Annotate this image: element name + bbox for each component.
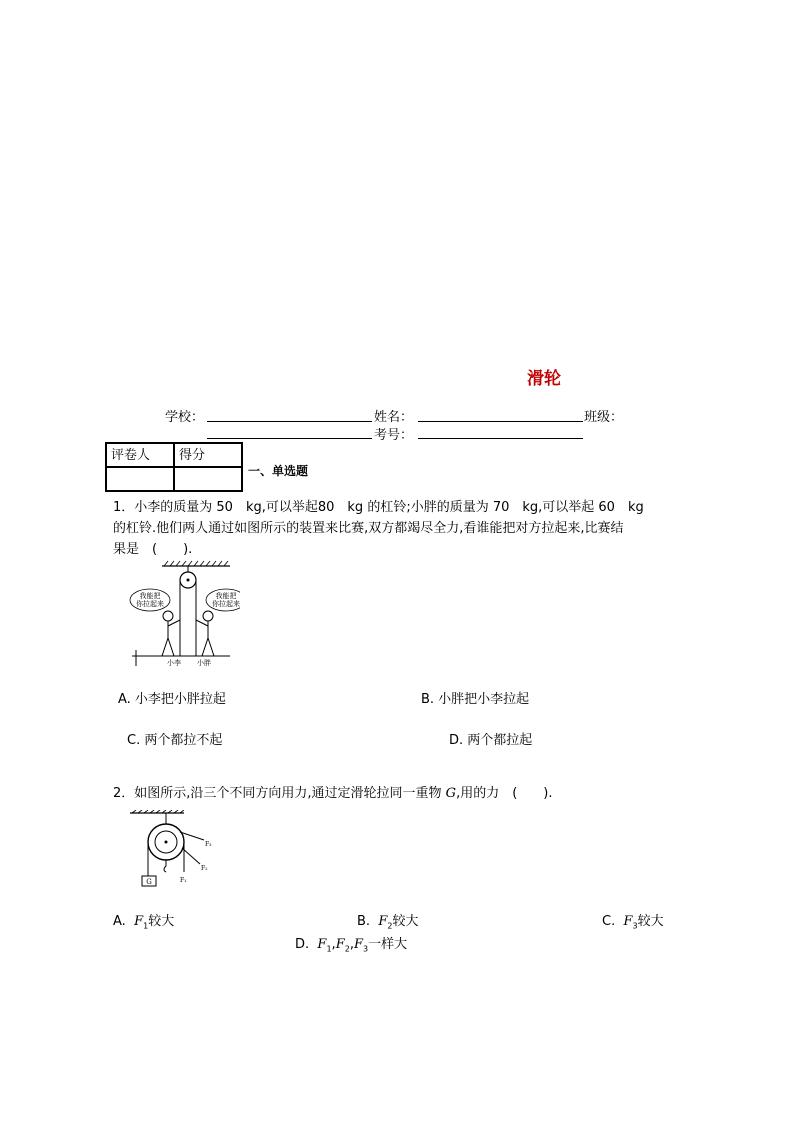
q2-option-c-var: F [623, 914, 633, 929]
score-table [105, 442, 243, 492]
q1-option-a[interactable]: A. 小李把小胖拉起 [118, 692, 226, 707]
score-header: 得分 [174, 443, 242, 467]
q2-f3-label: F₃ [205, 841, 212, 848]
q2-stem-pre: 2．如图所示,沿三个不同方向用力,通过定滑轮拉同一重物 [113, 786, 446, 801]
q2-option-b-text: 较大 [392, 914, 419, 929]
grader-cell[interactable] [106, 467, 174, 491]
q1-label-right: 小胖 [197, 659, 211, 667]
q2-option-a-sub: 1 [143, 921, 149, 931]
q1-bubble-right-line1: 我能把 [215, 592, 237, 600]
q2-f2-label: F₂ [201, 865, 208, 872]
q2-stem-var: G [445, 786, 457, 801]
q1-line3: 果是 ( ). [113, 542, 193, 557]
q2-option-b-prefix: B. [357, 914, 371, 929]
class-field[interactable] [207, 438, 372, 439]
q1-line1: 1．小李的质量为 50 kg,可以举起80 kg 的杠铃;小胖的质量为 70 kg,可以举起 60 kg [113, 500, 644, 515]
page-title: 滑轮 [527, 369, 561, 389]
school-field[interactable] [207, 421, 372, 422]
class-label: 班级： [584, 410, 624, 425]
q1-line2: 的杠铃.他们两人通过如图所示的装置来比赛,双方都竭尽全力,看谁能把对方拉起来,比赛结 [113, 521, 624, 536]
q2-option-c-prefix: C. [602, 914, 616, 929]
q2-option-d-sub2: 2 [344, 944, 350, 954]
q2-f1-label: F₁ [180, 877, 187, 884]
q2-option-c-text: 较大 [637, 914, 664, 929]
q1-figure [122, 560, 240, 668]
school-label: 学校： [165, 410, 205, 425]
q1-option-c[interactable]: C. 两个都拉不起 [127, 733, 223, 748]
q2-option-a-var: F [134, 914, 144, 929]
q1-bubble-left-line1: 我能把 [139, 592, 161, 600]
q1-bubble-left-line2: 你拉起来 [136, 600, 164, 608]
q2-option-a-prefix: A. [113, 914, 126, 929]
section-heading: 一、单选题 [248, 464, 309, 478]
q2-weight-label: G [146, 878, 152, 886]
q2-option-a-text: 较大 [148, 914, 175, 929]
q2-option-d-comma1: , [331, 937, 336, 952]
name-field[interactable] [418, 421, 583, 422]
q1-bubble-right-line2: 你拉起来 [212, 600, 240, 608]
q2-option-d-var1: F [317, 937, 327, 952]
q1-option-d[interactable]: D. 两个都拉起 [449, 733, 533, 748]
q2-option-a[interactable] [113, 910, 174, 931]
name-label: 姓名： [374, 410, 414, 425]
q2-option-d-prefix: D. [295, 937, 310, 952]
exam-no-label: 考号： [374, 428, 414, 443]
q2-option-d-text: 一样大 [368, 937, 408, 952]
q2-option-d-var3: F [353, 937, 363, 952]
q2-option-d-sub3: 3 [362, 944, 369, 954]
exam-no-field[interactable] [418, 438, 583, 439]
q2-stem [113, 783, 552, 804]
q2-option-d[interactable] [295, 933, 407, 954]
q2-option-b[interactable] [357, 910, 418, 931]
q2-option-b-sub: 2 [387, 921, 393, 931]
q2-option-c[interactable] [602, 910, 664, 931]
q1-option-b[interactable]: B. 小胖把小李拉起 [421, 692, 530, 707]
q2-option-b-var: F [378, 914, 388, 929]
q2-figure [128, 810, 218, 890]
q1-label-left: 小李 [167, 659, 181, 667]
score-cell[interactable] [174, 467, 242, 491]
q2-stem-post: ,用的力 ( ). [456, 786, 553, 801]
q2-option-d-sub1: 1 [326, 944, 332, 954]
q2-option-c-sub: 3 [632, 921, 638, 931]
q2-option-d-comma2: , [349, 937, 354, 952]
grader-header: 评卷人 [106, 443, 174, 467]
q2-option-d-var2: F [335, 937, 345, 952]
